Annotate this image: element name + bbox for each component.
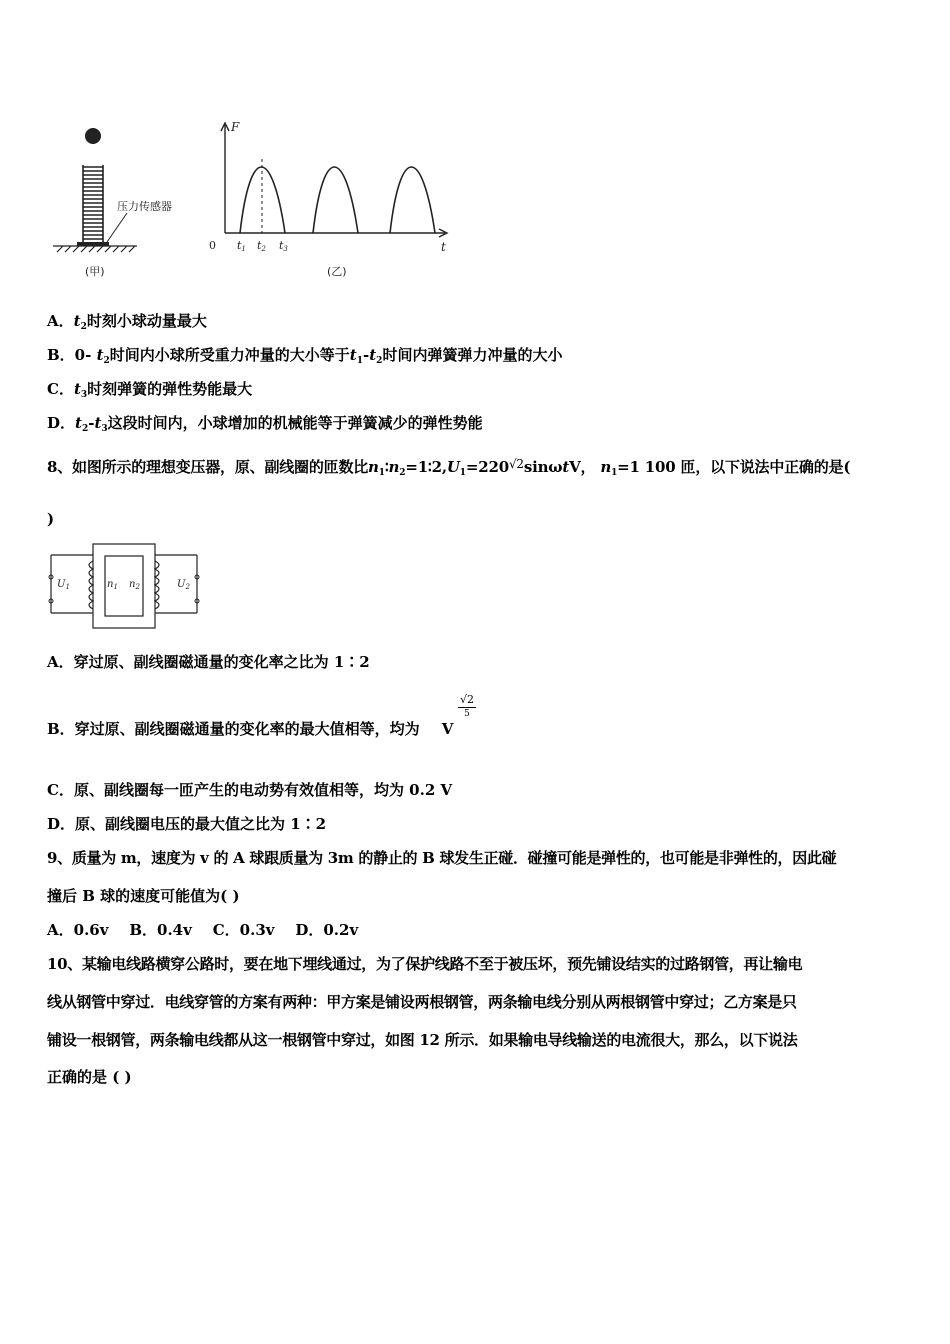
q8-option-b: B．穿过原、副线圈磁通量的变化率的最大值相等，均为 V: [47, 720, 454, 738]
q10-line-3: 铺设一根钢管，两条输电线都从这一根钢管中穿过，如图 12 所示．如果输电导线输送的电流很大，那么，以下说法: [47, 1031, 798, 1049]
pulse-2: [313, 167, 358, 233]
q8-option-b-fraction: √2 5: [459, 693, 474, 719]
fig-label-u2: $U_2$: [177, 579, 190, 591]
axis-t-label: t: [441, 240, 446, 254]
tick-t1: t1: [237, 239, 246, 253]
ground: [53, 246, 137, 252]
secondary-coil: [155, 561, 159, 609]
q7-option-d: D．$t_2-t_3$这段时间内，小球增加的机械能等于弹簧减少的弹性势能: [47, 414, 483, 434]
q8-option-d: D．原、副线圈电压的最大值之比为 1∶2: [47, 815, 327, 833]
q10-line-1: 10、某输电线路横穿公路时，要在地下埋线通过，为了保护线路不至于被压坏，预先铺设结实的过路钢管，再让输电: [47, 955, 803, 973]
axis-f-label: F: [231, 120, 240, 134]
q8-option-c: C．原、副线圈每一匝产生的电动势有效值相等，均为 0.2 V: [47, 781, 453, 799]
q9-line-2: 撞后 B 球的速度可能值为( ): [47, 887, 240, 905]
figure-spring-sensor: [45, 115, 465, 285]
q9-options: A．0.6v B．0.4v C．0.3v D．0.2v: [47, 921, 359, 939]
q8-stem: 8、如图所示的理想变压器，原、副线圈的匝数比$n_1∶n_2=1∶2,U_1=220^{√2}\sin\omega tV$， $n_1=1$ 100 匝，以下说法中正确的是(: [47, 457, 851, 478]
spring: [83, 165, 103, 242]
q10-line-2: 线从钢管中穿过．电线穿管的方案有两种：甲方案是铺设两根钢管，两条输电线分别从两根钢管中穿过；乙方案是只: [47, 993, 797, 1011]
ft-graph: [221, 123, 447, 237]
q8-option-a: A．穿过原、副线圈磁通量的变化率之比为 1∶2: [47, 653, 370, 671]
sensor-pointer: [107, 213, 127, 242]
fig-label-n1: $n_1$: [107, 579, 118, 591]
q7-option-a: A．$t_2$时刻小球动量最大: [47, 312, 207, 332]
sensor-label: 压力传感器: [117, 200, 172, 213]
fig-label-n2: $n_2$: [129, 579, 140, 591]
ball: [85, 128, 101, 144]
q7-option-b: B．0- $t_2$时间内小球所受重力冲量的大小等于$t_1-t_2$时间内弹簧弹力冲量的大小: [47, 346, 563, 366]
pulse-1: [240, 167, 285, 233]
tick-t2: t2: [257, 239, 266, 253]
tick-t3: t3: [279, 239, 288, 253]
pulse-3: [390, 167, 435, 233]
origin-label: 0: [209, 239, 216, 252]
q8-stem-close: ): [47, 510, 55, 528]
fig-label-u1: $U_1$: [57, 579, 70, 591]
q10-line-4: 正确的是 ( ): [47, 1068, 132, 1086]
q7-option-c: C．$t_3$时刻弹簧的弹性势能最大: [47, 380, 253, 400]
figure-transformer: [45, 541, 215, 631]
label-jia: (甲): [85, 265, 105, 278]
primary-coil: [89, 561, 93, 609]
label-yi: (乙): [327, 265, 347, 278]
q9-line-1: 9、质量为 m，速度为 v 的 A 球跟质量为 3m 的静止的 B 球发生正碰．碰撞可能是弹性的，也可能是非弹性的，因此碰: [47, 849, 837, 867]
